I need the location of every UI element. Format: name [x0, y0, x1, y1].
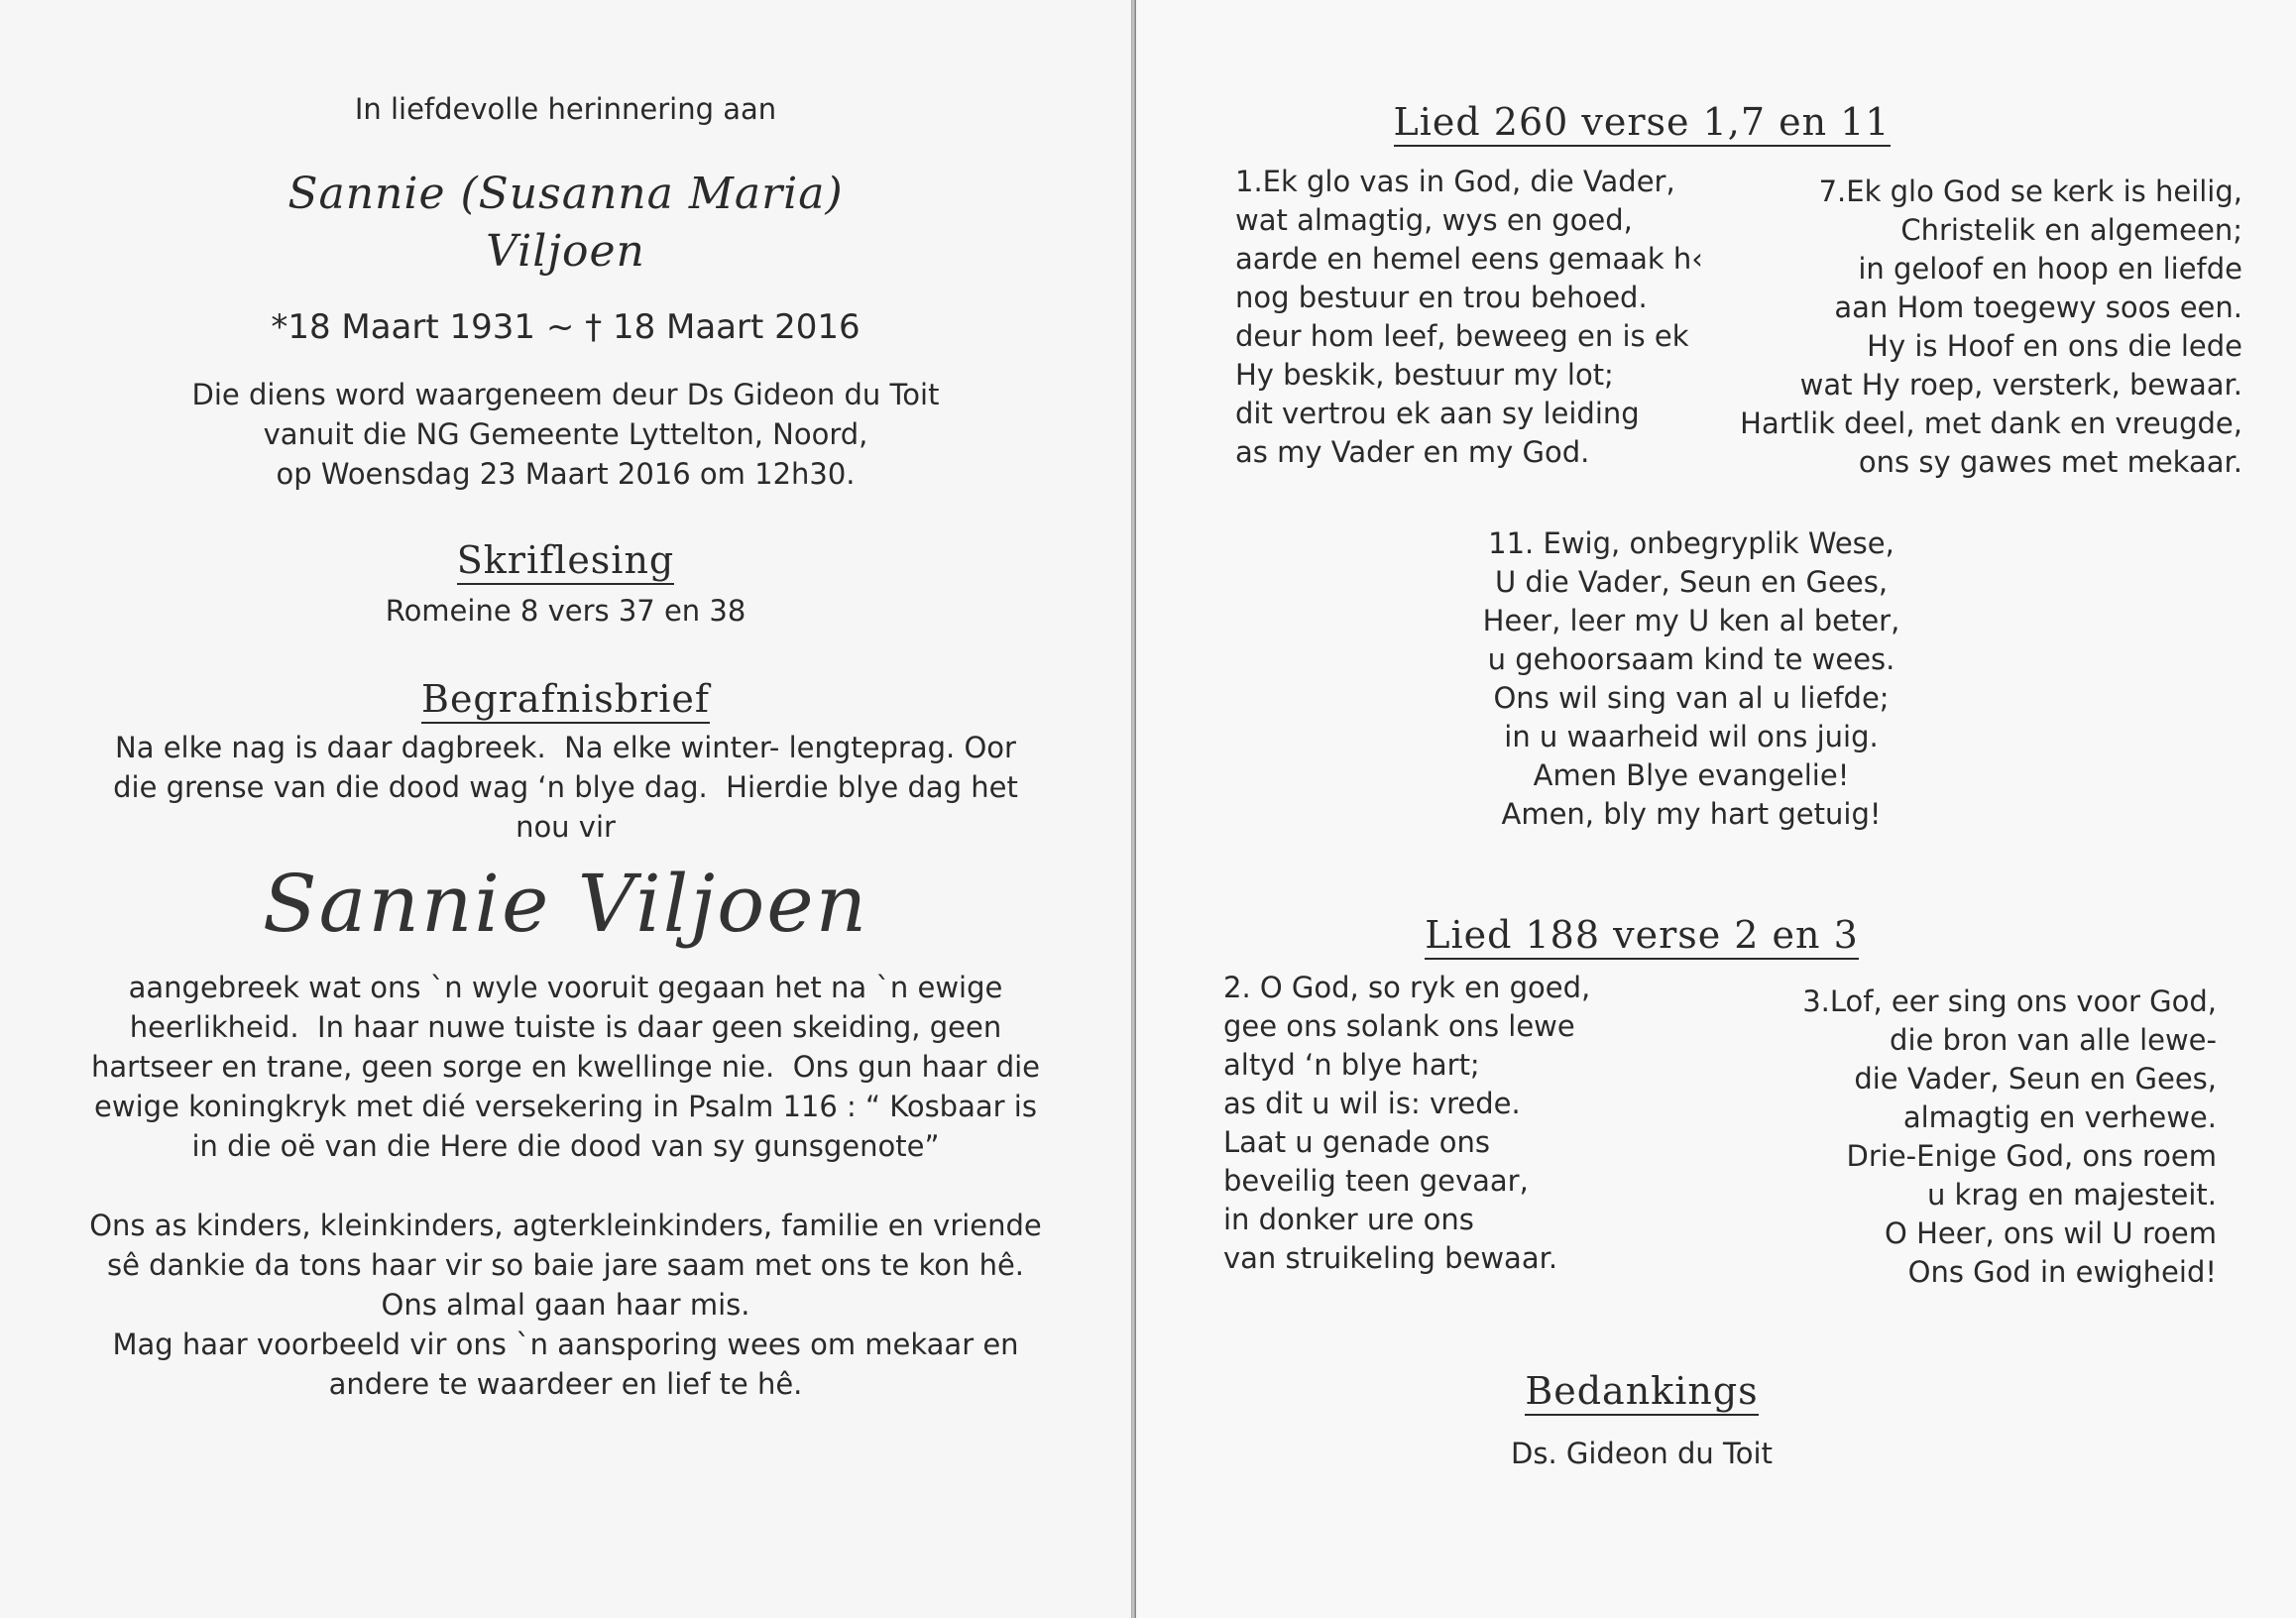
service-line: vanuit die NG Gemeente Lyttelton, Noord,	[263, 417, 868, 451]
hymn1-verse1-line: 1.Ek glo vas in God, die Vader,	[1235, 165, 1675, 198]
letter-intro-line: Na elke nag is daar dagbreek. Na elke winter- lengteprag. Oor	[115, 731, 1016, 764]
hymn1-verse7-line: ons sy gawes met mekaar.	[1858, 445, 2242, 479]
hymn2-verse3-line: Ons God in ewigheid!	[1907, 1255, 2217, 1289]
deceased-surname: Viljoen	[486, 226, 645, 277]
hymn1-verse11-line: 11. Ewig, onbegryplik Wese,	[1488, 526, 1894, 560]
life-dates: *18 Maart 1931 ~ † 18 Maart 2016	[271, 307, 861, 347]
hymn1-verse7-line: Hartlik deel, met dank en vreugde,	[1740, 406, 2242, 440]
letter-body-line: in die oë van die Here die dood van sy gunsgenote”	[191, 1129, 940, 1163]
hymn2-verse2-line: altyd ‘n blye hart;	[1223, 1048, 1480, 1082]
service-line: op Woensdag 23 Maart 2016 om 12h30.	[276, 457, 856, 491]
letter-body-line: heerlikheid. In haar nuwe tuiste is daar geen skeiding, geen	[129, 1010, 1002, 1044]
thanks-heading: Bedankings	[1525, 1368, 1758, 1416]
thanks-text: Ds. Gideon du Toit	[1511, 1437, 1773, 1470]
hymn1-verse7-line: Hy is Hoof en ons die lede	[1867, 329, 2242, 363]
hymn2-verse2-line: gee ons solank ons lewe	[1223, 1009, 1575, 1043]
hymn1-verse1-line: nog bestuur en trou behoed.	[1235, 281, 1648, 314]
hymn2-verse3-line: almagtig en verhewe.	[1902, 1100, 2217, 1134]
letter-closing-line: Ons as kinders, kleinkinders, agterkleinkinders, familie en vriende	[89, 1209, 1042, 1242]
letter-body-line: aangebreek wat ons `n wyle vooruit gegaan het na `n ewige	[128, 971, 1003, 1004]
hymn2-verse3-line: 3.Lof, eer sing ons voor God,	[1802, 984, 2217, 1018]
hymn1-verse1-line: deur hom leef, beweeg en is ek	[1235, 319, 1689, 353]
hymn1-verse11-line: Amen Blye evangelie!	[1533, 758, 1850, 792]
hymn2-verse2-line: as dit u wil is: vrede.	[1223, 1087, 1521, 1120]
letter-closing-line: Ons almal gaan haar mis.	[381, 1288, 750, 1322]
thanks-heading-wrap	[1136, 1368, 2147, 1416]
hymn2-verse2-line: beveilig teen gevaar,	[1223, 1164, 1529, 1198]
hymn1-verse7-line: aan Hom toegewy soos een.	[1834, 290, 2242, 324]
hymn2-verse2-line: 2. O God, so ryk en goed,	[1223, 971, 1591, 1004]
letter-body-line: hartseer en trane, geen sorge en kwellinge nie. Ons gun haar die	[91, 1050, 1040, 1084]
hymn2-verse3-line: die Vader, Seun en Gees,	[1854, 1062, 2217, 1096]
intro-text: In liefdevolle herinnering aan	[354, 92, 777, 126]
hymn2-verse2-line: Laat u genade ons	[1223, 1125, 1490, 1159]
letter-intro-line: die grense van die dood wag ‘n blye dag. Hierdie blye dag het	[113, 770, 1018, 804]
hymn1-verse11-line: U die Vader, Seun en Gees,	[1494, 565, 1889, 599]
hymn1-verse7-line: 7.Ek glo God se kerk is heilig,	[1818, 174, 2242, 208]
reading-text: Romeine 8 vers 37 en 38	[385, 594, 746, 628]
left-page	[0, 0, 1131, 1618]
hymn1-verse7-line: Christelik en algemeen;	[1900, 213, 2242, 247]
hymn2-verse2-line: van struikeling bewaar.	[1223, 1241, 1558, 1275]
letter-closing-line: sê dankie da tons haar vir so baie jare saam met ons te kon hê.	[106, 1248, 1025, 1282]
hymn1-heading: Lied 260 verse 1,7 en 11	[1394, 99, 1891, 147]
hymn1-verse1-line: Hy beskik, bestuur my lot;	[1235, 358, 1614, 392]
hymn1-verse11-line: Ons wil sing van al u liefde;	[1493, 681, 1890, 715]
hymn2-verse3-line: O Heer, ons wil U roem	[1885, 1216, 2217, 1250]
hymn1-verse11-line: u gehoorsaam kind te wees.	[1487, 642, 1895, 676]
hymn1-verse1-line: as my Vader en my God.	[1235, 435, 1590, 469]
hymn1-verse7-line: in geloof en hoop en liefde	[1858, 252, 2242, 286]
letter-heading-wrap	[0, 676, 1131, 724]
hymn2-verse3-line: Drie-Enige God, ons roem	[1846, 1139, 2217, 1173]
letter-closing-line: Mag haar voorbeeld vir ons `n aansporing wees om mekaar en	[112, 1328, 1019, 1361]
service-line: Die diens word waargeneem deur Ds Gideon du Toit	[191, 378, 940, 411]
hymn1-verse7-line: wat Hy roep, versterk, bewaar.	[1799, 368, 2242, 402]
big-name: Sannie Viljoen	[262, 858, 869, 950]
hymn1-verse11-line: Amen, bly my hart getuig!	[1501, 797, 1882, 831]
hymn1-verse1-line: dit vertrou ek aan sy leiding	[1235, 397, 1640, 430]
hymn2-verse3-line: u krag en majesteit.	[1926, 1178, 2217, 1212]
hymn1-verse11-line: Heer, leer my U ken al beter,	[1482, 604, 1900, 637]
hymn1-heading-wrap	[1136, 99, 2147, 147]
hymn1-verse1-line: wat almagtig, wys en goed,	[1235, 203, 1633, 237]
reading-heading-wrap	[0, 537, 1131, 585]
hymn2-verse3-line: die bron van alle lewe-	[1890, 1023, 2217, 1057]
hymn2-verse2-line: in donker ure ons	[1223, 1203, 1474, 1236]
hymn2-heading-wrap	[1136, 912, 2147, 960]
reading-heading: Skriflesing	[457, 537, 675, 585]
right-page	[1136, 0, 2296, 1618]
letter-heading: Begrafnisbrief	[421, 676, 710, 724]
letter-body-line: ewige koningkryk met dié versekering in Psalm 116 : “ Kosbaar is	[94, 1090, 1037, 1123]
hymn1-verse1-line: aarde en hemel eens gemaak h‹	[1235, 242, 1703, 276]
hymn1-verse11-line: in u waarheid wil ons juig.	[1504, 720, 1879, 753]
letter-closing-line: andere te waardeer en lief te hê.	[328, 1367, 803, 1401]
deceased-full-name: Sannie (Susanna Maria)	[287, 169, 844, 219]
hymn2-heading: Lied 188 verse 2 en 3	[1425, 912, 1859, 960]
letter-intro-line: nou vir	[516, 810, 616, 844]
